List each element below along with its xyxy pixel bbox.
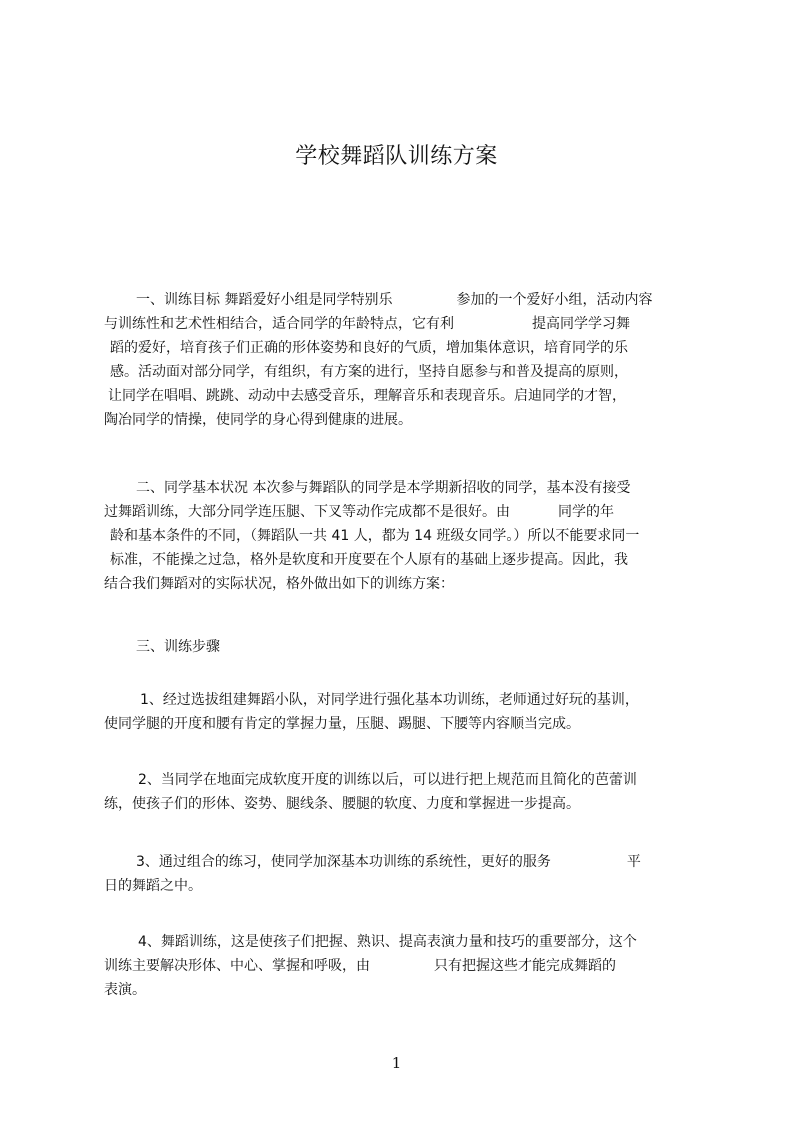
section-heading: 三、训练步骤 [136, 639, 220, 655]
text-segment: 同学的年 [558, 504, 614, 520]
text-line: 龄和基本条件的不同，（舞蹈队一共 41 人，都为 14 班级女同学。）所以不能要求同一 [110, 528, 640, 544]
paragraph-training-steps-heading [104, 635, 704, 659]
text-line: 蹈的爱好，培育孩子们正确的形体姿势和良好的气质，增加集体意识，培育同学的乐 [110, 340, 628, 356]
paragraph-step-2 [104, 768, 704, 816]
text-segment: 训练主要解决形体、中心、掌握和呼吸，由 [104, 958, 370, 974]
paragraph-step-3 [104, 850, 704, 898]
text-line [104, 954, 704, 978]
paragraph-step-1 [104, 688, 704, 736]
text-line: 2、当同学在地面完成软度开度的训练以后，可以进行把上规范而且简化的芭蕾训 [138, 772, 637, 788]
text-line: 陶冶同学的情操，使同学的身心得到健康的进展。 [104, 412, 412, 428]
text-segment: 只有把握这些才能完成舞蹈的 [434, 958, 616, 974]
text-line: 日的舞蹈之中。 [104, 878, 202, 894]
text-line: 1、经过选拔组建舞蹈小队，对同学进行强化基本功训练，老师通过好玩的基训， [140, 692, 639, 708]
paragraph-step-4 [104, 930, 704, 1002]
text-line [104, 312, 704, 336]
text-line [104, 850, 704, 874]
text-segment: 一、训练目标 舞蹈爱好小组是同学特别乐 [136, 292, 393, 308]
text-segment: 3、通过组合的练习，使同学加深基本功训练的系统性，更好的服务 [136, 854, 551, 870]
text-line: 标准，不能操之过急，格外是软度和开度要在个人原有的基础上逐步提高。因此，我 [110, 552, 628, 568]
text-line [104, 288, 704, 312]
text-line: 感。活动面对部分同学，有组织，有方案的进行，坚持自愿参与和普及提高的原则， [110, 364, 628, 380]
text-line: 4、舞蹈训练，这是使孩子们把握、熟识、提高表演力量和技巧的重要部分，这个 [138, 934, 637, 950]
text-line: 结合我们舞蹈对的实际状况，格外做出如下的训练方案： [104, 576, 454, 592]
text-segment: 参加的一个爱好小组，活动内容 [456, 292, 653, 308]
text-segment: 提高同学学习舞 [532, 316, 630, 332]
text-line: 表演。 [104, 982, 146, 998]
text-line: 练，使孩子们的形体、姿势、腿线条、腰腿的软度、力度和掌握进一步提高。 [104, 796, 580, 812]
text-line: 二、同学基本状况 本次参与舞蹈队的同学是本学期新招收的同学，基本没有接受 [136, 480, 631, 496]
document-title: 学校舞蹈队训练方案 [295, 144, 498, 169]
text-line: 使同学腿的开度和腰有肯定的掌握力量，压腿、踢腿、下腰等内容顺当完成。 [104, 716, 580, 732]
text-segment: 过舞蹈训练，大部分同学连压腿、下叉等动作完成都不是很好。由 [104, 504, 510, 520]
paragraph-student-situation [104, 476, 704, 596]
text-segment: 与训练性和艺术性相结合，适合同学的年龄特点，它有利 [104, 316, 454, 332]
text-line [104, 500, 704, 524]
text-line: 让同学在唱唱、跳跳、动动中去感受音乐，理解音乐和表现音乐。启迪同学的才智， [108, 388, 626, 404]
page-number: 1 [391, 1054, 402, 1072]
text-segment: 平 [626, 854, 641, 870]
paragraph-training-goals [104, 288, 704, 432]
